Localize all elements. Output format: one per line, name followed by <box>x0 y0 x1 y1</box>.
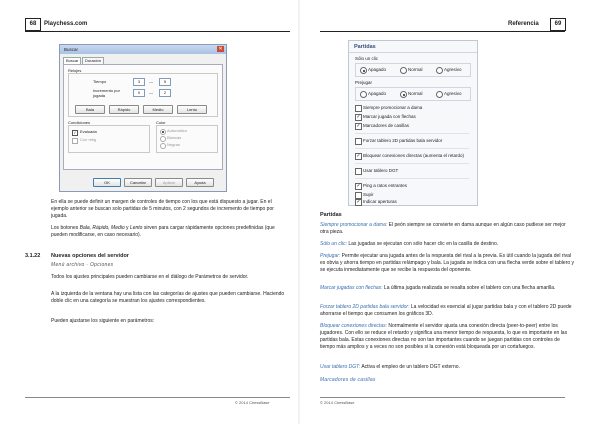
mark-move-arrows-checkbox[interactable]: ✓ <box>356 114 361 120</box>
section-title: Partidas <box>320 212 342 218</box>
premove-off-radio[interactable] <box>360 91 367 98</box>
dialog-titlebar: Buscar <box>60 45 226 54</box>
entry-text: El peón siempre se convierte en dama aunque en algún caso pudiese ser mejor otra pieza. <box>320 222 566 235</box>
time-label: Tiempo <box>93 79 107 84</box>
para-text: Los botones <box>51 225 80 231</box>
panel-divider <box>355 178 469 179</box>
tab-duration[interactable]: Duración <box>82 57 104 65</box>
premove-normal-radio[interactable] <box>400 91 407 98</box>
color-auto-radio[interactable] <box>160 129 166 135</box>
clocks-group <box>68 73 218 117</box>
conditions-label: Condiciones <box>68 120 91 125</box>
single-click-group <box>355 63 471 77</box>
entry-text: La velocidad es esencial al jugar partidas bala y con el tablero 2D puede ahorrarse el tiempo que consumen los gráficos 3D. <box>320 304 572 317</box>
time-min-input[interactable]: 3 <box>133 78 145 86</box>
preset-bullet-button[interactable]: Bala <box>75 105 105 114</box>
apply-button[interactable]: Aplicar <box>155 178 183 187</box>
entry-term: Prejugar: <box>320 253 341 259</box>
entry-term: Marcar jugadas con flechas: <box>320 285 383 291</box>
tab-search[interactable]: Buscar <box>63 57 81 65</box>
paragraph: En ella se puede definir un margen de controles de tiempo con los que está dispuesto a jugar. En el ejemplo anterior se buscan solo partidas de 5 minutos, con 2 segundos de incremento de tiempo por jugada. <box>51 199 274 219</box>
panel-divider <box>349 52 477 53</box>
premove-group <box>355 87 471 101</box>
header-rule <box>320 31 565 32</box>
color-label: Color <box>156 120 166 125</box>
option-label: Agresivo <box>444 67 462 72</box>
entry-text: Las jugadas se ejecutan con sólo hacer clic en la casilla de destino. <box>346 241 499 247</box>
para-term: Bala, Rápido, Medio <box>79 225 125 231</box>
use-dgt-board-checkbox[interactable] <box>355 168 362 175</box>
entry-text: Normalmente el servidor ajusta una conexión directa (peer-to-peer) entre los jugadores. Con ello se reduce el retardo y significa una menor tiempo de respuesta, lo que es importante en las partidas bala. Estas conexiones directas no son tan importantes cuando se juegan partidas con controles de tiempo más amplios y a veces no son posibles si la conexión está bloqueada por un cortafuegos. <box>320 323 568 350</box>
single-click-normal-radio[interactable] <box>400 67 407 74</box>
single-click-label: Sólo un clic <box>355 56 379 61</box>
premove-aggressive-radio[interactable] <box>436 91 443 98</box>
paragraph: Pueden ajustarse los siguiente en parámetros: <box>51 318 155 324</box>
entry-text: Permite ejecutar una jugada antes de la respuesta del rival a la previa. Es útil cuando la jugada del rival es obvia y ahorra tiempo en partidas relámpago y bala. La jugada se indica con una flecha verde sobre el tablero y se ejecuta inmediatamente que se recibe la respuesta del oponente. <box>320 253 575 273</box>
entry <box>320 364 575 371</box>
single-click-off-radio[interactable] <box>360 67 367 74</box>
footer-copyright: © 2014 ChessBase <box>235 400 270 405</box>
preset-slow-button[interactable]: Lento <box>177 105 207 114</box>
entry <box>320 285 575 292</box>
rated-checkbox[interactable]: ✓ <box>73 130 77 135</box>
supir-checkbox[interactable] <box>355 192 362 199</box>
increment-label: Incremento por jugada <box>93 88 120 98</box>
preset-blitz-button[interactable]: Rápido <box>109 105 139 114</box>
color-black-label: Negras <box>167 142 180 147</box>
checkbox-label: Marcar jugada con flechas <box>363 114 416 119</box>
header-rule <box>25 31 290 32</box>
running-header: Playchess.com <box>44 21 88 27</box>
page-number: 68 <box>25 18 41 31</box>
panel-divider <box>355 133 469 134</box>
entry-text: Activa el empleo de un tablero DGT externo. <box>360 364 460 370</box>
color-white-label: Blancas <box>167 135 182 140</box>
option-label: Apagado <box>368 67 387 72</box>
footer-rule <box>25 397 290 398</box>
option-label: Apagado <box>368 91 387 96</box>
show-openings-checkbox[interactable]: ✓ <box>356 199 361 205</box>
color-auto-label: Automático <box>167 128 188 133</box>
range-dash: — <box>149 90 153 95</box>
para-text: y <box>124 225 130 231</box>
panel-divider <box>355 163 469 164</box>
option-label: Normal <box>408 67 423 72</box>
cancel-button[interactable]: Cancelar <box>124 178 152 187</box>
time-max-input[interactable]: 5 <box>159 78 171 86</box>
conditions-group <box>68 125 150 153</box>
checkbox-label: Forzar tablero 2D partidas bala servidor <box>363 138 443 143</box>
single-click-aggressive-radio[interactable] <box>436 67 443 74</box>
checkbox-label: Bloquear conexiones directas (aumenta el retardo) <box>363 153 465 158</box>
menu-path: Menú archivo · Opciones <box>51 262 114 268</box>
close-icon[interactable]: ✕ <box>218 46 223 52</box>
entry-term: Bloquear conexiones directas: <box>320 323 387 329</box>
checkbox-label: Indicar aperturas <box>363 199 397 204</box>
footer-rule <box>320 397 565 398</box>
entry-term: Usar tablero DGT: <box>320 364 361 370</box>
help-button[interactable]: Ayuda <box>186 178 214 187</box>
unrated-label: Con retig <box>80 137 97 142</box>
search-dialog <box>59 44 227 192</box>
unrated-checkbox[interactable] <box>72 138 78 144</box>
panel-divider <box>355 148 469 149</box>
entry-term: Sólo un clic: <box>320 241 347 247</box>
tab-panel <box>63 64 223 170</box>
always-queen-checkbox[interactable] <box>355 105 362 112</box>
force-2d-board-checkbox[interactable] <box>355 138 362 145</box>
premove-label: Prejugar <box>355 80 373 85</box>
panel-title: Partidas <box>354 44 376 50</box>
page-number: 69 <box>550 18 566 31</box>
entry <box>320 241 575 248</box>
clocks-group-label: Relojes <box>68 68 82 73</box>
entry <box>320 253 575 274</box>
entry <box>320 323 575 351</box>
entry-term: Marcadores de casillas <box>320 377 376 383</box>
ping-checkbox[interactable]: ✓ <box>356 183 361 189</box>
paragraph: Todos los ajustes principales pueden cambiarse en el diálogo de Parámetros de servidor. <box>51 274 249 280</box>
color-group <box>156 125 218 153</box>
block-direct-connections-checkbox[interactable]: ✓ <box>356 153 361 159</box>
paragraph <box>51 225 286 239</box>
para-term: Lento <box>129 225 143 231</box>
color-white-radio[interactable] <box>160 136 166 142</box>
option-label: Normal <box>408 91 423 96</box>
range-dash: — <box>149 79 153 84</box>
checkbox-label: Marcadores de casillas <box>363 123 410 128</box>
rated-label: Evaluada <box>80 129 97 134</box>
increment-max-input[interactable]: 2 <box>159 89 171 97</box>
color-black-radio[interactable] <box>160 143 166 149</box>
entry <box>320 222 575 236</box>
checkbox-label: Supir <box>363 192 374 197</box>
checkbox-label: Usar tablero DGT <box>363 168 399 173</box>
para-text: sirven para cargar rápidamente opciones predefinidas (que pueden modificarse, en caso necesario). <box>51 225 275 238</box>
running-header: Referencia <box>508 21 539 27</box>
entry-text: La última jugada realizada se resalta sobre el tablero con una flecha amarilla. <box>382 285 556 291</box>
entry-term: Siempre promocionar a dama: <box>320 222 388 228</box>
ok-button[interactable]: OK <box>93 178 121 187</box>
square-markers-checkbox[interactable]: ✓ <box>356 123 361 129</box>
entry <box>320 304 575 318</box>
option-label: Agresivo <box>444 91 462 96</box>
entry-term: Forzar tablero 2D partidas bala servidor: <box>320 304 410 310</box>
checkbox-label: Siempre promocionar a dama <box>363 105 423 110</box>
preset-medium-button[interactable]: Medio <box>143 105 173 114</box>
paragraph: A la izquierda de la ventana hay una lista con las categorías de ajustes que pueden cambiarse. Haciendo doble clic en una categoría se muestran los ajustes correspondientes. <box>51 291 285 304</box>
footer-copyright: © 2014 ChessBase <box>320 400 355 405</box>
increment-min-input[interactable]: 0 <box>133 89 145 97</box>
section-title: Nuevas opciones del servidor <box>51 253 129 259</box>
section-number: 3.1.22 <box>25 253 41 259</box>
checkbox-label: Ping a ratos entrantes <box>363 183 408 188</box>
right-page <box>300 0 600 424</box>
game-options-panel <box>348 40 478 206</box>
